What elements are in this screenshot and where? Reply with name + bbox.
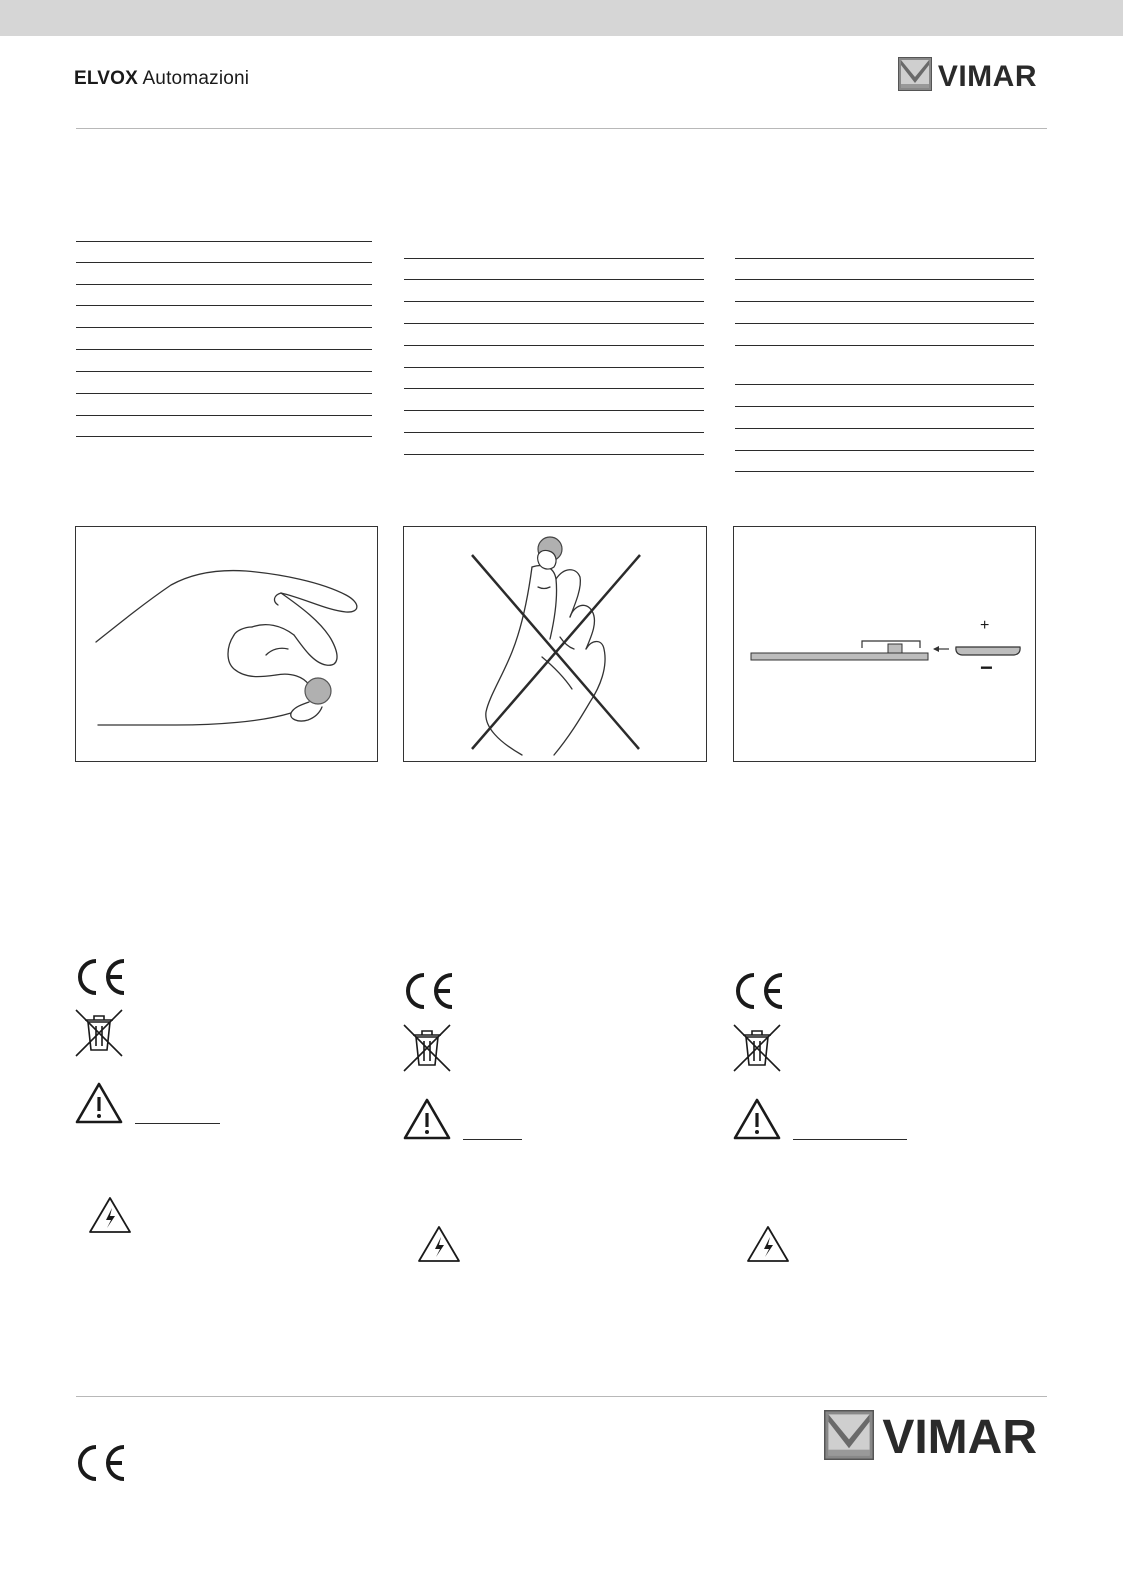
vimar-logo-icon (824, 1410, 874, 1465)
top-band (0, 0, 1123, 36)
brand-vimar-footer-word: VIMAR (882, 1411, 1037, 1464)
text-lines-col1 (76, 241, 372, 441)
electric-hazard-icon (88, 1196, 132, 1234)
header-divider (76, 128, 1047, 129)
text-lines-col2 (404, 258, 704, 458)
vimar-logo-icon (898, 57, 932, 96)
ce-mark-icon (74, 1444, 128, 1482)
hand-holding-battery-icon (76, 527, 379, 763)
illustration-correct-grip (75, 526, 378, 762)
warning-triangle-icon (732, 1097, 782, 1141)
electric-hazard-icon (417, 1225, 461, 1263)
hand-wrong-battery-icon (404, 527, 708, 763)
battery-insertion-diagram-icon (734, 527, 1037, 763)
illustration-wrong-grip (403, 526, 707, 762)
brand-vimar-footer (824, 1410, 1037, 1465)
battery-minus-label: − (980, 655, 993, 680)
electric-hazard-icon (746, 1225, 790, 1263)
footer-divider (76, 1396, 1047, 1397)
ce-mark-icon (402, 972, 456, 1010)
brand-elvox-regular: Automazioni (142, 68, 250, 89)
crossed-out-bin-icon (74, 1008, 124, 1058)
illustration-battery-insertion (733, 526, 1036, 762)
ce-mark-icon (732, 972, 786, 1010)
warning-triangle-icon (74, 1081, 124, 1125)
warning-triangle-icon (402, 1097, 452, 1141)
battery-plus-label: + (980, 617, 990, 634)
crossed-out-bin-icon (732, 1023, 782, 1073)
crossed-out-bin-icon (402, 1023, 452, 1073)
ce-mark-icon (74, 958, 128, 996)
brand-vimar-header (898, 57, 1037, 96)
warning-underline-col3 (793, 1139, 907, 1140)
text-lines-col3 (735, 258, 1034, 478)
brand-vimar-word: VIMAR (937, 59, 1037, 93)
brand-elvox (74, 68, 249, 90)
brand-elvox-bold: ELVOX (74, 68, 138, 89)
warning-underline-col1 (135, 1123, 220, 1124)
warning-underline-col2 (463, 1139, 522, 1140)
